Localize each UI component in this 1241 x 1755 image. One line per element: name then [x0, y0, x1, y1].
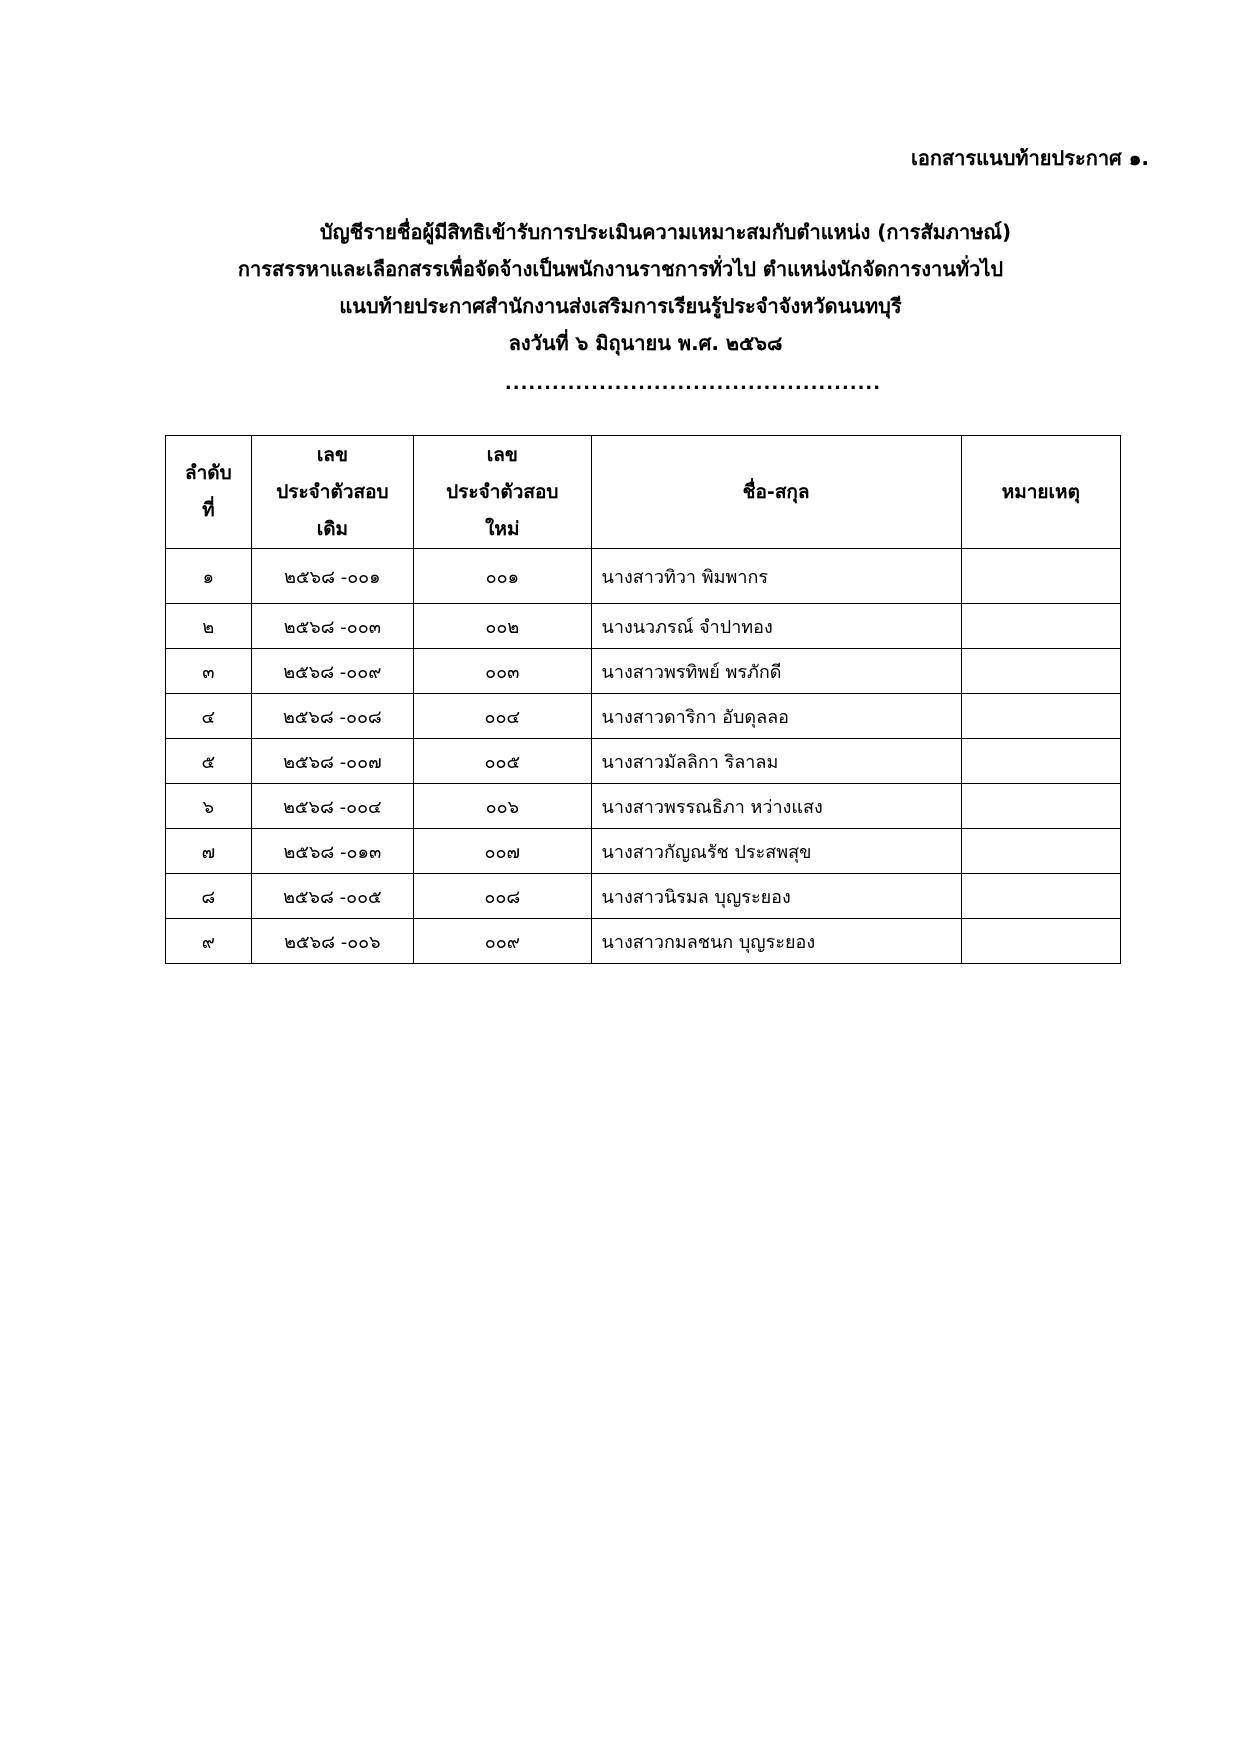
attachment-label: เอกสารแนบท้ายประกาศ ๑.: [911, 146, 1149, 170]
cell-name: นางสาวทิวา พิมพากร: [591, 549, 961, 604]
cell-name: นางสาวกมลชนก บุญระยอง: [591, 919, 961, 964]
header-old-id: เลข ประจำตัวสอบ เดิม: [251, 436, 413, 549]
cell-name: นางนวภรณ์ จำปาทอง: [591, 604, 961, 649]
cell-note: [961, 739, 1120, 784]
cell-name: นางสาวพรทิพย์ พรภักดี: [591, 649, 961, 694]
cell-name: นางสาวมัลลิกา ริลาลม: [591, 739, 961, 784]
cell-no: ๘: [166, 874, 252, 919]
table-row: [166, 784, 1121, 829]
cell-no: ๕: [166, 739, 252, 784]
table-row: [166, 739, 1121, 784]
heading-dotted-separator: ................................................: [504, 373, 882, 394]
candidate-table: [165, 435, 1121, 964]
heading-line-2: การสรรหาและเลือกสรรเพื่อจัดจ้างเป็นพนักงานราชการทั่วไป ตำแหน่งนักจัดการงานทั่วไป: [237, 257, 1004, 281]
header-note: หมายเหตุ: [961, 436, 1120, 549]
table-row: [166, 874, 1121, 919]
cell-note: [961, 604, 1120, 649]
cell-old-id: ๒๕๖๘ -๐๐๙: [251, 649, 413, 694]
table-row: [166, 649, 1121, 694]
cell-no: ๔: [166, 694, 252, 739]
cell-new-id: ๐๐๗: [414, 829, 591, 874]
heading-line-1: บัญชีรายชื่อผู้มีสิทธิเข้ารับการประเมินความเหมาะสมกับตำแหน่ง (การสัมภาษณ์): [319, 220, 1012, 244]
cell-no: ๗: [166, 829, 252, 874]
header-name: ชื่อ-สกุล: [591, 436, 961, 549]
header-new-id: เลข ประจำตัวสอบ ใหม่: [414, 436, 591, 549]
table-row: [166, 829, 1121, 874]
cell-no: ๑: [166, 549, 252, 604]
cell-old-id: ๒๕๖๘ -๐๐๑: [251, 549, 413, 604]
cell-note: [961, 649, 1120, 694]
cell-new-id: ๐๐๕: [414, 739, 591, 784]
cell-old-id: ๒๕๖๘ -๐๐๔: [251, 784, 413, 829]
cell-no: ๓: [166, 649, 252, 694]
cell-old-id: ๒๕๖๘ -๐๐๖: [251, 919, 413, 964]
heading-date: ลงวันที่ ๖ มิถุนายน พ.ศ. ๒๕๖๘: [508, 331, 783, 355]
cell-no: ๙: [166, 919, 252, 964]
cell-name: นางสาวดาริกา อับดุลลอ: [591, 694, 961, 739]
cell-note: [961, 874, 1120, 919]
table-body: [166, 549, 1121, 964]
cell-name: นางสาวพรรณธิภา หว่างแสง: [591, 784, 961, 829]
cell-old-id: ๒๕๖๘ -๐๐๕: [251, 874, 413, 919]
cell-new-id: ๐๐๑: [414, 549, 591, 604]
cell-name: นางสาวนิรมล บุญระยอง: [591, 874, 961, 919]
table-row: [166, 604, 1121, 649]
cell-new-id: ๐๐๙: [414, 919, 591, 964]
cell-note: [961, 784, 1120, 829]
table-header-row: [166, 436, 1121, 549]
cell-old-id: ๒๕๖๘ -๐๑๓: [251, 829, 413, 874]
heading-line-3: แนบท้ายประกาศสำนักงานส่งเสริมการเรียนรู้ประจำจังหวัดนนทบุรี: [339, 294, 902, 318]
header-no: ลำดับ ที่: [166, 436, 252, 549]
cell-new-id: ๐๐๔: [414, 694, 591, 739]
cell-note: [961, 694, 1120, 739]
table-row: [166, 919, 1121, 964]
table-row: [166, 694, 1121, 739]
cell-new-id: ๐๐๓: [414, 649, 591, 694]
cell-no: ๖: [166, 784, 252, 829]
cell-old-id: ๒๕๖๘ -๐๐๓: [251, 604, 413, 649]
cell-old-id: ๒๕๖๘ -๐๐๘: [251, 694, 413, 739]
cell-no: ๒: [166, 604, 252, 649]
cell-note: [961, 829, 1120, 874]
document-heading: [0, 214, 1241, 406]
cell-note: [961, 919, 1120, 964]
cell-new-id: ๐๐๒: [414, 604, 591, 649]
cell-new-id: ๐๐๖: [414, 784, 591, 829]
table-row: [166, 549, 1121, 604]
cell-new-id: ๐๐๘: [414, 874, 591, 919]
cell-name: นางสาวกัญณรัช ประสพสุข: [591, 829, 961, 874]
cell-note: [961, 549, 1120, 604]
cell-old-id: ๒๕๖๘ -๐๐๗: [251, 739, 413, 784]
